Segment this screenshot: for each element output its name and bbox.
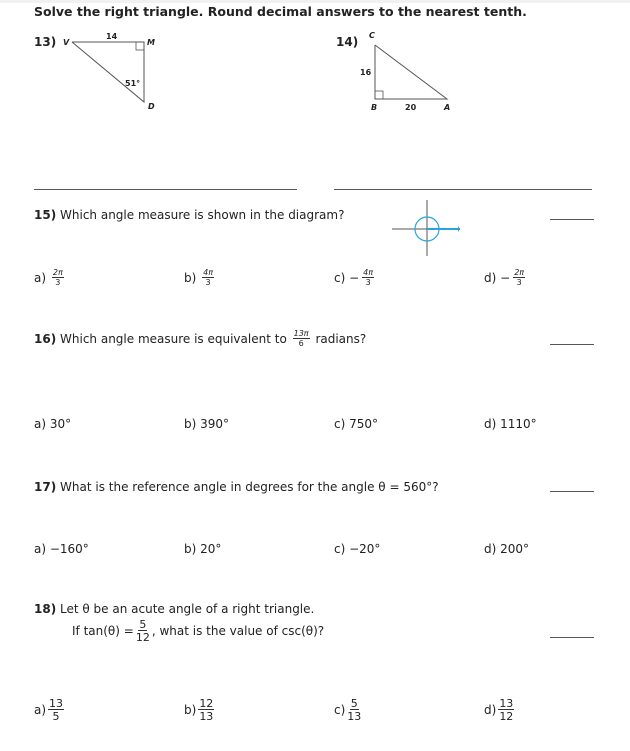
fraction [293, 330, 310, 348]
question-16-text-after: radians? [315, 332, 367, 346]
numerator: 12 [199, 697, 214, 710]
choice-letter: a) [34, 703, 47, 717]
numerator: 13π [293, 329, 309, 338]
question-18-line2 [72, 619, 324, 643]
angle-13: 51° [125, 79, 141, 88]
minus-sign: − [500, 271, 511, 285]
question-18-text1: Let θ be an acute angle of a right triangle. [60, 602, 315, 616]
denominator: 5 [52, 710, 60, 723]
question-15-text: Which angle measure is shown in the diagram? [60, 208, 345, 222]
vertex-b: B [371, 103, 378, 112]
answer-blank-16[interactable] [550, 344, 594, 345]
question-17 [34, 480, 439, 494]
numerator: 13 [499, 697, 514, 710]
side-13-top: 14 [106, 32, 118, 41]
fraction [362, 269, 374, 287]
denominator: 12 [499, 710, 514, 723]
choice-18-a[interactable] [34, 698, 66, 722]
vertex-a: A [444, 103, 451, 112]
fraction [202, 269, 214, 287]
choice-15-c[interactable] [334, 269, 376, 287]
question-18-text2-post: , what is the value of csc(θ)? [151, 624, 325, 638]
question-17-text: What is the reference angle in degrees for the angle θ = 560°? [60, 480, 439, 494]
numerator: 13 [49, 697, 64, 710]
choice-letter: c) [334, 271, 346, 285]
choice-15-b[interactable] [184, 269, 216, 287]
fraction [198, 698, 214, 722]
triangle-14-diagram [365, 35, 465, 105]
choice-letter: c) [334, 703, 346, 717]
question-16-text-before: Which angle measure is equivalent to [60, 332, 287, 346]
question-18-number: 18) [34, 602, 57, 616]
angle-diagram-15 [388, 198, 464, 260]
vertex-m: M [147, 38, 155, 47]
fraction [48, 698, 64, 722]
choice-letter: b) [184, 703, 197, 717]
choice-18-b[interactable] [184, 698, 216, 722]
question-15-number: 15) [34, 208, 57, 222]
choice-15-d[interactable] [484, 269, 527, 287]
worksheet-title: Solve the right triangle. Round decimal answers to the nearest tenth. [34, 4, 527, 19]
denominator: 13 [347, 710, 362, 723]
question-16-number: 16) [34, 332, 57, 346]
answer-blank-18[interactable] [550, 637, 594, 638]
choice-letter: d) [484, 271, 497, 285]
choice-16-a[interactable]: a) 30° [34, 417, 72, 431]
numerator: 4π [363, 268, 374, 277]
side-14-left: 16 [360, 68, 372, 77]
question-18-text2-pre: If tan(θ) = [72, 624, 134, 638]
numerator: 2π [52, 268, 63, 277]
numerator: 5 [139, 618, 147, 631]
numerator: 5 [350, 697, 358, 710]
choice-16-d[interactable]: d) 1110° [484, 417, 537, 431]
choice-18-d[interactable] [484, 698, 516, 722]
answer-blank-15[interactable] [550, 219, 594, 220]
problem-13-number: 13) [34, 35, 57, 49]
question-18-line1 [34, 602, 314, 616]
denominator: 3 [55, 278, 61, 287]
denominator: 3 [205, 278, 211, 287]
denominator: 13 [199, 710, 214, 723]
minus-sign: − [349, 271, 360, 285]
choice-17-b[interactable]: b) 20° [184, 542, 222, 556]
fraction [498, 698, 514, 722]
fraction [513, 269, 525, 287]
denominator: 3 [516, 278, 522, 287]
choice-17-a[interactable]: a) −160° [34, 542, 89, 556]
side-14-bottom: 20 [405, 103, 417, 112]
choice-letter: b) [184, 271, 197, 285]
numerator: 2π [514, 268, 525, 277]
denominator: 12 [135, 631, 150, 644]
answer-line-14[interactable] [334, 189, 592, 190]
choice-18-c[interactable] [334, 698, 363, 722]
problem-14-number: 14) [336, 35, 359, 49]
top-band [0, 0, 630, 3]
choice-17-c[interactable]: c) −20° [334, 542, 381, 556]
choice-17-d[interactable]: d) 200° [484, 542, 530, 556]
fraction [52, 269, 64, 287]
question-17-number: 17) [34, 480, 57, 494]
choice-16-c[interactable]: c) 750° [334, 417, 378, 431]
fraction [136, 619, 150, 643]
vertex-v: V [63, 38, 70, 47]
fraction [347, 698, 361, 722]
choice-letter: a) [34, 271, 47, 285]
denominator: 3 [365, 278, 371, 287]
answer-line-13[interactable] [34, 189, 297, 190]
vertex-d: D [148, 102, 155, 111]
question-15 [34, 208, 344, 222]
choice-15-a[interactable] [34, 269, 66, 287]
choice-letter: d) [484, 703, 497, 717]
denominator: 6 [298, 339, 304, 348]
choice-16-b[interactable]: b) 390° [184, 417, 230, 431]
numerator: 4π [203, 268, 214, 277]
question-16 [34, 330, 366, 348]
vertex-c: C [369, 31, 375, 40]
answer-blank-17[interactable] [550, 491, 594, 492]
